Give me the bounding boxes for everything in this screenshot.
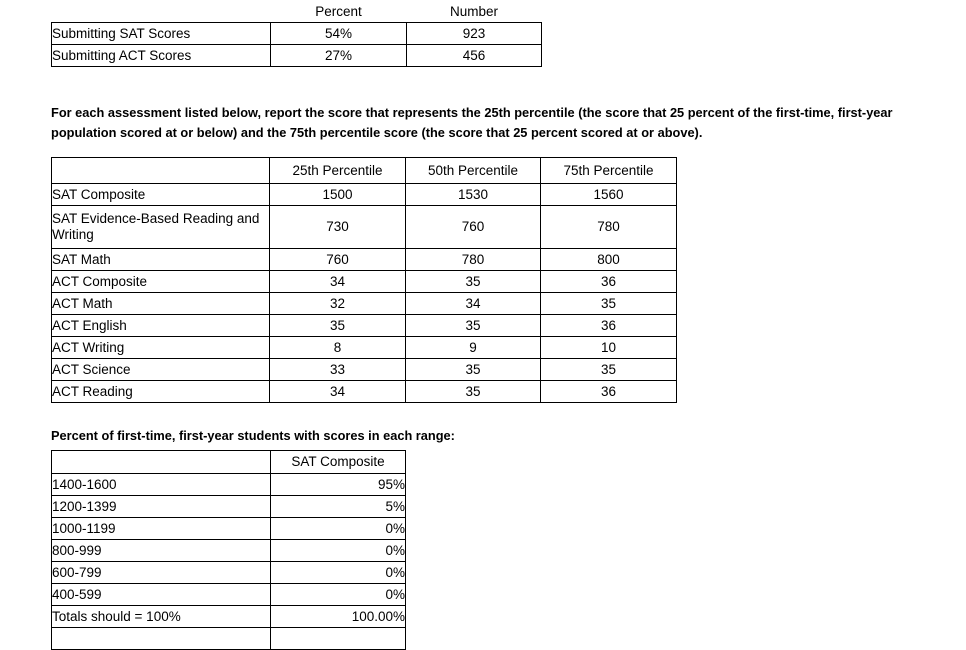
range-value: 95% [271,474,406,496]
table-row [52,337,677,359]
score-ranges-table [51,450,406,650]
assessment-label: SAT Math [52,249,270,271]
table-row [52,184,677,206]
range-label: 1200-1399 [52,496,271,518]
table-row [52,45,542,67]
assessment-p75: 1560 [541,184,677,206]
submitting-scores-table [51,22,542,67]
range-value [271,628,406,650]
assessment-label: ACT Composite [52,271,270,293]
percentile-75-header: 75th Percentile [541,158,677,184]
assessment-label: ACT Math [52,293,270,315]
range-label: 400-599 [52,584,271,606]
score-ranges-heading: Percent of first-time, first-year students with scores in each range: [51,428,455,443]
submitting-sat-percent: 54% [271,23,407,45]
range-label: 1000-1199 [52,518,271,540]
assessment-label: ACT Science [52,359,270,381]
table-row [52,562,406,584]
range-value: 5% [271,496,406,518]
assessment-p50: 35 [406,359,541,381]
range-label: 600-799 [52,562,271,584]
table-row [52,271,677,293]
table-row [52,206,677,249]
assessment-p75: 35 [541,293,677,315]
assessment-p75: 36 [541,271,677,293]
table-row-empty [52,628,406,650]
assessment-p25: 730 [270,206,406,249]
table-row [52,518,406,540]
assessment-p25: 760 [270,249,406,271]
submitting-act-percent: 27% [271,45,407,67]
instructions-paragraph: For each assessment listed below, report the score that represents the 25th percentile (the score that 25 percent of the first-time, first-year population scored at or below) and the 75th percentile score (the score that 25 percent scored at or above). [51,104,893,140]
table-header-row [52,158,677,184]
table-row [52,293,677,315]
range-value: 0% [271,518,406,540]
submitting-act-label: Submitting ACT Scores [52,45,271,67]
assessment-p25: 35 [270,315,406,337]
range-label: 1400-1600 [52,474,271,496]
assessment-p75: 35 [541,359,677,381]
assessment-label: ACT Writing [52,337,270,359]
assessment-p50: 780 [406,249,541,271]
submitting-sat-label: Submitting SAT Scores [52,23,271,45]
ranges-sat-composite-header: SAT Composite [271,451,406,474]
submitting-percent-header: Percent [315,4,362,19]
table-row [52,23,542,45]
table-row [52,584,406,606]
assessment-p75: 800 [541,249,677,271]
assessment-p75: 36 [541,315,677,337]
range-label [52,628,271,650]
ranges-corner-cell [52,451,271,474]
totals-label: Totals should = 100% [52,606,271,628]
assessment-p75: 780 [541,206,677,249]
assessment-p50: 35 [406,315,541,337]
table-header-row [52,451,406,474]
submitting-number-header: Number [449,4,498,19]
assessment-label: ACT English [52,315,270,337]
table-row [52,540,406,562]
assessment-p50: 35 [406,381,541,403]
assessment-p25: 1500 [270,184,406,206]
table-row [52,474,406,496]
table-row [52,315,677,337]
assessment-p50: 35 [406,271,541,293]
assessment-p25: 34 [270,271,406,293]
assessment-p25: 32 [270,293,406,315]
assessment-p75: 10 [541,337,677,359]
table-row [52,359,677,381]
assessment-label: SAT Composite [52,184,270,206]
range-label: 800-999 [52,540,271,562]
submitting-act-number: 456 [407,45,542,67]
assessment-p25: 8 [270,337,406,359]
assessment-p50: 9 [406,337,541,359]
table-row [52,496,406,518]
percentile-25-header: 25th Percentile [270,158,406,184]
range-value: 0% [271,562,406,584]
totals-row [52,606,406,628]
percentile-50-header: 50th Percentile [406,158,541,184]
range-value: 0% [271,584,406,606]
assessment-p75: 36 [541,381,677,403]
assessment-label: SAT Evidence-Based Reading and Writing [52,206,270,249]
range-value: 0% [271,540,406,562]
assessment-p25: 33 [270,359,406,381]
table-row [52,249,677,271]
totals-value: 100.00% [271,606,406,628]
assessment-p50: 1530 [406,184,541,206]
percentile-corner-cell [52,158,270,184]
percentile-scores-table [51,157,677,403]
assessment-p50: 760 [406,206,541,249]
assessment-p25: 34 [270,381,406,403]
assessment-label: ACT Reading [52,381,270,403]
table-row [52,381,677,403]
submitting-sat-number: 923 [407,23,542,45]
assessment-p50: 34 [406,293,541,315]
